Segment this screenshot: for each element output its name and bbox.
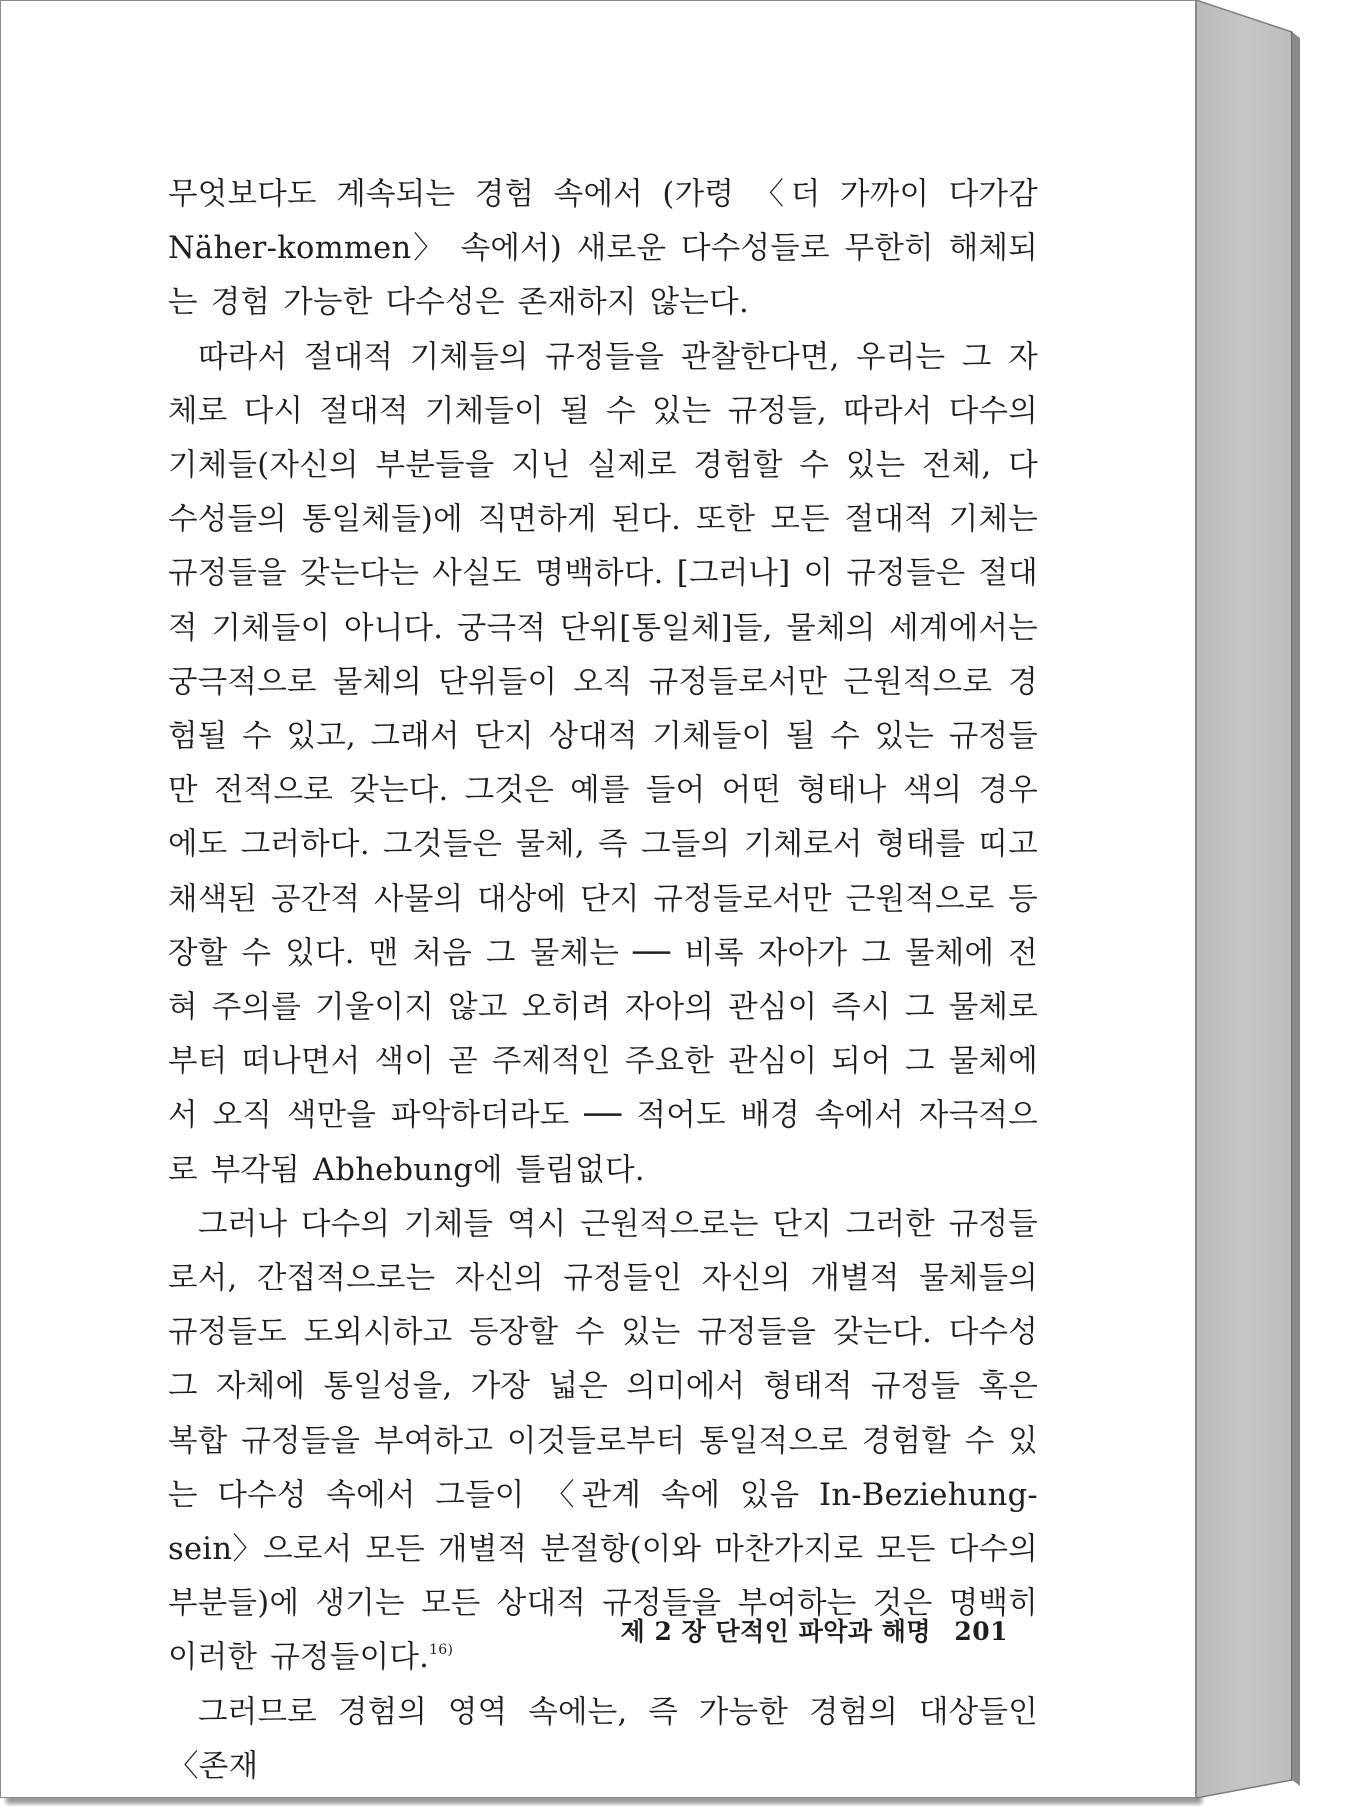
book-side-edge [1196, 0, 1306, 1798]
chapter-title: 제 2 장 단적인 파악과 해명 [620, 1617, 932, 1646]
paragraph-2: 따라서 절대적 기체들의 규정들을 관찰한다면, 우리는 그 자체로 다시 절대적 기체들이 될 수 있는 규정들, 따라서 다수의 기체들(자신의 부분들을 지닌 실제로 경험할 수 있는 전체, 다수성들의 통일체들)에 직면하게 된다. 또한 모든 절대적 기체는 규정들을 갖는다는 사실도 명백하다. [그러나] 이 규정들은 절대적 기체들이 아니다. 궁극적 단위[통일체]들, 물체의 세계에서는 궁극적으로 물체의 단위들이 오직 규정들로서만 근원적으로 경험될 수 있고, 그래서 단지 상대적 기체들이 될 수 있는 규정들만 전적으로 갖는다. 그것은 예를 들어 어떤 형태나 색의 경우에도 그러하다. 그것들은 물체, 즉 그들의 기체로서 형태를 띠고 채색된 공간적 사물의 대상에 단지 규정들로서만 근원적으로 등장할 수 있다. 맨 처음 그 물체는 ── 비록 자아가 그 물체에 전혀 주의를 기울이지 않고 오히려 자아의 관심이 즉시 그 물체로부터 떠나면서 색이 곧 주제적인 주요한 관심이 되어 그 물체에서 오직 색만을 파악하더라도 ── 적어도 배경 속에서 자극적으로 부각됨 Abhebung에 틀림없다. [168, 339, 1038, 1188]
page-number: 201 [954, 1617, 1008, 1646]
paragraph-3-text: 그러나 다수의 기체들 역시 근원적으로는 단지 그러한 규정들로서, 간접적으로는 자신의 규정들인 자신의 개별적 물체들의 규정들도 도외시하고 등장할 수 있는 규정들을 갖는다. 다수성 그 자체에 통일성을, 가장 넓은 의미에서 형태적 규정들 혹은 복합 규정들을 부여하고 이것들로부터 통일적으로 경험할 수 있는 다수성 속에서 그들이 〈관계 속에 있음 In-Beziehung-sein〉으로서 모든 개별적 분절항(이와 마찬가지로 모든 다수의 부분들)에 생기는 모든 상대적 규정들을 부여하는 것은 명백히 이러한 규정들이다. [168, 1206, 1038, 1676]
paragraph-4: 그러므로 경험의 영역 속에는, 즉 가능한 경험의 대상들인 〈존재 [168, 1694, 1038, 1784]
footnote-marker: 16) [429, 1642, 454, 1659]
page-body-text [168, 168, 1038, 1794]
paragraph-1: 무엇보다도 계속되는 경험 속에서 (가령 〈더 가까이 다가감 Näher-kommen〉 속에서) 새로운 다수성들로 무한히 해체되는 경험 가능한 다수성은 존재하지 않는다. [168, 177, 1038, 321]
running-footer [600, 1612, 1008, 1648]
